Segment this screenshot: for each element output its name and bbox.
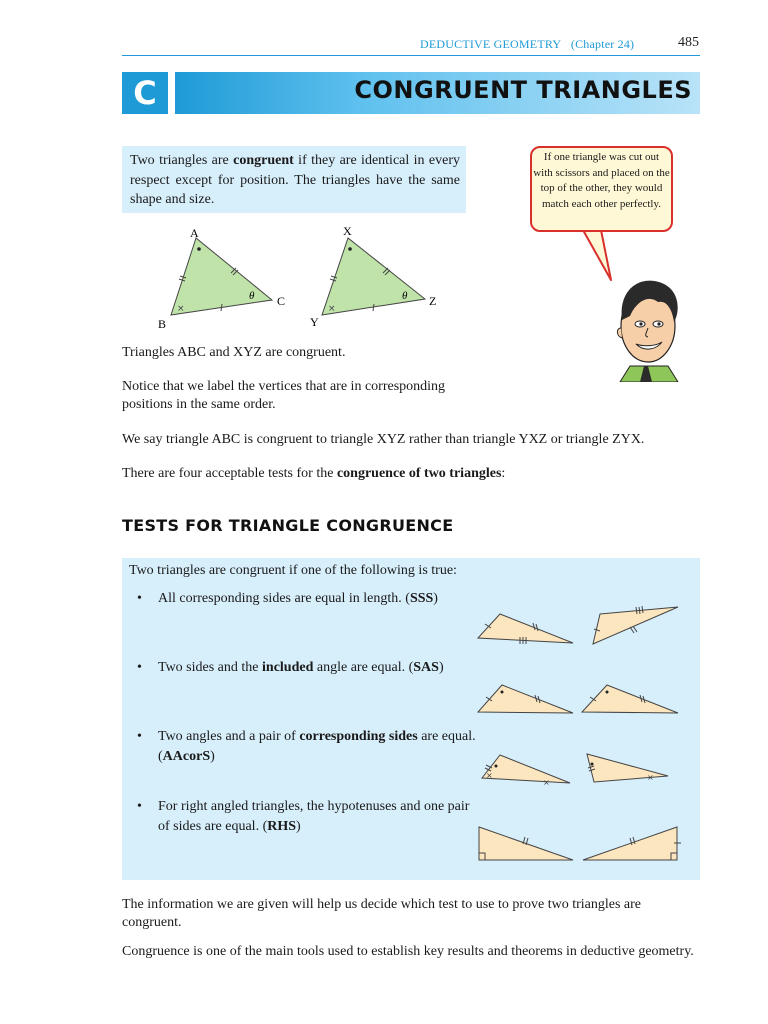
test-text: All corresponding sides are equal in length. ( [158, 591, 410, 606]
angle-theta-xyz: θ [402, 290, 408, 302]
svg-text:×: × [486, 771, 493, 780]
test-code-sas: SAS [413, 660, 439, 675]
speech-bubble-text: If one triangle was cut out with scissors and placed on the top of the other, they would match each other perfectly. [533, 151, 670, 210]
test-code-sss: SSS [409, 591, 434, 606]
sas-triangle-left [478, 685, 573, 713]
closing-paragraph-2: Congruence is one of the main tools used to establish key results and theorems in deductive geometry. [122, 944, 694, 959]
test-close: ) [438, 660, 444, 675]
rhs-triangle-right [583, 827, 681, 860]
test-text: are equal. ( [158, 729, 476, 764]
triangle-xyz [322, 238, 425, 315]
vertex-label-y: Y [310, 315, 319, 329]
aacors-triangle-right [587, 754, 668, 782]
test-text: angle are equal. ( [313, 660, 414, 675]
svg-text:×: × [328, 304, 336, 314]
test-text: Two sides and the [158, 660, 263, 675]
definition-keyword: congruent [233, 153, 294, 168]
header-topic: DEDUCTIVE GEOMETRY [420, 37, 562, 51]
congruent-triangles-diagram [150, 222, 450, 334]
test-item-rhs [137, 797, 477, 837]
test-text: Two angles and a pair of [158, 729, 300, 744]
sas-triangle-right [582, 685, 678, 713]
test-item-sas [137, 658, 477, 678]
closing-paragraph-1: The information we are given will help us decide which test to use to prove two triangles are congruent. [122, 897, 642, 930]
aacors-triangle-left [482, 755, 570, 787]
bullet: • [137, 729, 142, 744]
vertex-label-z: Z [429, 294, 437, 308]
header-chapter: (Chapter 24) [570, 37, 635, 51]
svg-text:×: × [177, 304, 185, 314]
naming-paragraph: We say triangle ABC is congruent to triangle XYZ rather than triangle YXZ or triangle ZYX. [122, 432, 645, 447]
running-header [420, 37, 634, 52]
svg-text:×: × [543, 778, 550, 787]
bullet: • [137, 591, 142, 606]
sss-triangle-left [478, 614, 573, 644]
test-close: ) [210, 749, 215, 764]
four-tests-colon: : [501, 466, 506, 481]
sss-triangle-right [593, 606, 678, 644]
section-letter: C [122, 72, 168, 114]
tests-intro: Two triangles are congruent if one of the following is true: [129, 563, 457, 578]
test-close: ) [433, 591, 438, 606]
section-title: CONGRUENT TRIANGLES [354, 76, 692, 104]
congruent-statement: Triangles ABC and XYZ are congruent. [122, 345, 346, 360]
tests-heading: TESTS FOR TRIANGLE CONGRUENCE [122, 516, 454, 535]
test-text: For right angled triangles, the hypotenuses and one pair of sides are equal. ( [158, 799, 470, 834]
four-tests-keyword: congruence of two triangles [336, 466, 502, 481]
test-code-rhs: RHS [267, 819, 297, 834]
vertex-label-x: X [343, 224, 352, 238]
test-item-sss [137, 589, 477, 609]
four-tests-text: There are four acceptable tests for the [122, 466, 337, 481]
definition-part2: if they are identical in every respect except for position. The triangles have the same shape and size. [130, 153, 460, 207]
angle-theta-abc: θ [249, 290, 255, 302]
page-number: 485 [678, 35, 699, 50]
svg-text:×: × [647, 773, 654, 782]
header-rule [122, 55, 700, 56]
four-tests-paragraph [122, 465, 702, 483]
test-item-aacors [137, 727, 477, 767]
test-code-aacors: AAcorS [162, 749, 211, 764]
vertex-label-a: A [190, 226, 199, 240]
test-keyword: included [262, 660, 314, 675]
triangle-abc [171, 238, 272, 315]
bullet: • [137, 660, 142, 675]
rhs-triangle-left [479, 827, 573, 860]
test-triangle-illustrations [470, 600, 685, 868]
cartoon-character [600, 272, 690, 382]
definition-text [130, 151, 460, 210]
test-close: ) [296, 819, 301, 834]
definition-part1: Two triangles are [130, 153, 234, 168]
test-keyword: corresponding sides [299, 729, 418, 744]
bullet: • [137, 799, 142, 814]
vertex-label-c: C [277, 294, 286, 308]
order-note: Notice that we label the vertices that are in corresponding positions in the same order. [122, 379, 446, 412]
vertex-label-b: B [158, 317, 167, 331]
